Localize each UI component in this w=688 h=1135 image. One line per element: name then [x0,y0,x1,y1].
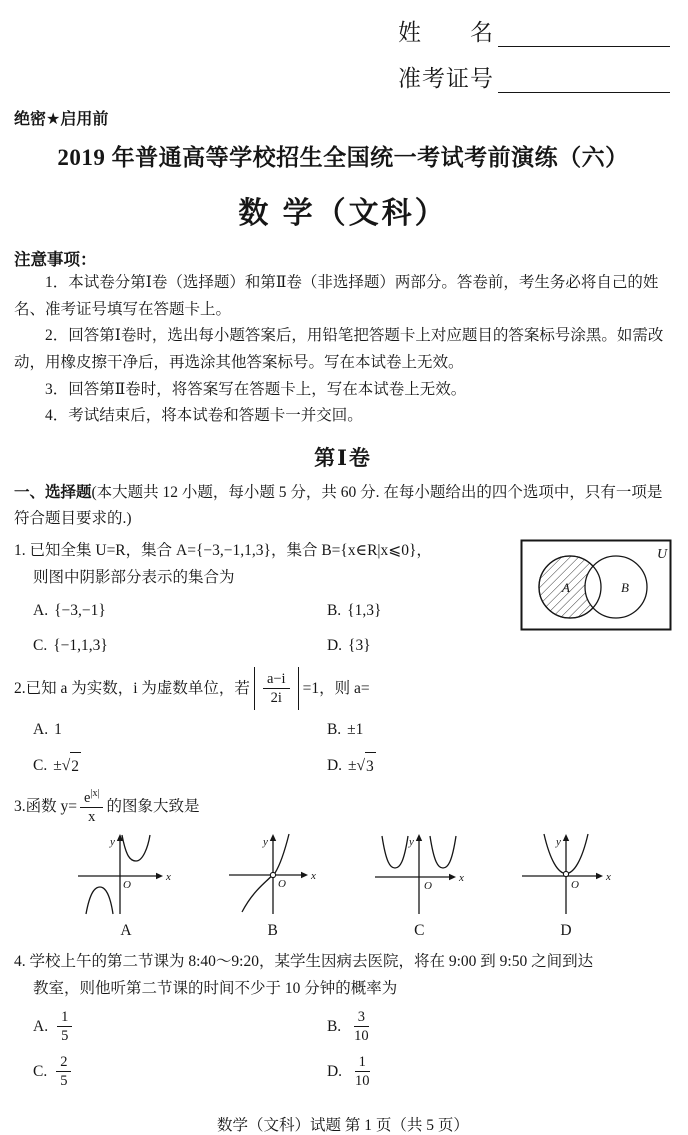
option-1c: C. {−1,1,3} [33,637,108,654]
name-field-row [398,14,670,47]
x-axis-arrow [596,873,603,879]
question-4-stem [14,948,672,1002]
venn-universe-label: U [657,546,668,562]
option-2a: A. 1 [33,721,62,739]
open-point-origin [563,871,568,876]
question-1-line2: 则图中阴影部分表示的集合为 [33,568,235,586]
question-3 [14,788,672,944]
y-axis-arrow [269,834,275,841]
x-axis-label: x [310,869,316,882]
x-axis-label: x [459,871,465,884]
origin-label: O [424,879,433,892]
option-4b: B. $\frac{3}{10}$ [327,1004,672,1049]
graph-d-caption: D [560,921,572,939]
origin-label: O [123,878,131,891]
option-1a: A. {−3,−1} [33,601,106,619]
question-4-options [14,1004,672,1095]
x-axis-label: x [605,870,611,883]
fraction: $\frac{2}{5}$ [56,1053,71,1090]
x-axis-arrow [449,874,456,880]
graph-c-caption: C [414,921,425,939]
question-4-line1: 学校上午的第二节课为 8:40～9:20，某学生因病去医院，将在 9:00 到 9:50 之间到达 [29,952,594,970]
curve-right-u [430,836,456,868]
exam-no-field-row [398,60,670,93]
function-graph-a [76,832,176,944]
absolute-value-expression [254,667,299,710]
question-2-pre: 已知 a 为实数，i 为虚数单位，若 [25,680,250,698]
question-2-options [14,712,672,783]
option-1d: D. {3} [326,637,371,654]
x-axis-arrow [301,872,308,878]
origin-label: O [277,877,286,890]
question-1 [14,537,672,664]
name-blank-line[interactable] [498,21,670,47]
function-graph-c [369,832,469,944]
curve-upper-right [122,835,150,861]
option-4a: A. $\frac{1}{5}$ [33,1004,327,1049]
exam-no-blank-line[interactable] [498,67,670,93]
question-3-stem [14,788,672,826]
question-2 [14,667,672,784]
option-4d: D. $\frac{1}{10}$ [327,1049,672,1094]
part-heading-bold: 一、选择题 [14,483,92,501]
venn-circle-b [585,556,647,618]
question-2-stem [14,667,672,710]
question-1-number: 1. [14,541,26,559]
question-3-graphs [76,832,616,944]
fraction: $\frac{3}{10}$ [354,1009,369,1045]
page-footer: 数学（文科）试题 第 1 页（共 5 页） [217,1116,469,1134]
part-heading [14,480,672,533]
section-1-title: 第Ⅰ卷 [314,445,372,470]
curve-left-u [382,836,408,868]
fraction: $\frac{1}{10}$ [355,1054,370,1090]
option-2d: D. ±√ 3 [327,748,672,784]
q3-fraction-numerator: $e^{|x|}$ [80,788,103,808]
y-axis-label: y [262,835,268,848]
option-4c: C. $\frac{2}{5}$ [33,1049,327,1094]
question-4-number: 4. [14,952,26,970]
q2-fraction: $\frac{a-i}{2i}$ [263,670,290,707]
question-3-pre: 函数 y= [25,798,77,816]
graph-b-caption: B [267,921,278,939]
secrecy-notice: 绝密★启用前 [14,111,109,128]
notice-item-3: 3．回答第Ⅱ卷时，将答案写在答题卡上，写在本试卷上无效。 [45,380,467,398]
question-1-line1: 已知全集 U=R，集合 A={−3,−1,1,3}，集合 B={x∈R|x⩽0}， [29,541,432,559]
venn-set-a-label: A [562,579,570,595]
open-point-origin [270,872,275,877]
curve-lower-left [86,887,113,914]
question-2-number: 2. [14,680,26,698]
notice-item-4: 4．考试结束后，将本试卷和答题卡一并交回。 [45,407,363,425]
question-3-post: 的图象大致是 [106,798,200,816]
header-fields [398,14,670,93]
curve-upper-right [275,834,289,873]
x-axis-arrow [156,873,163,879]
option-2c: C. ±√ 2 [33,748,327,784]
y-axis-label: y [110,835,115,848]
origin-label: O [570,878,579,891]
part-heading-rest: (本大题共 12 小题，每小题 5 分，共 60 分. 在每小题给出的四个选项中，只有一项是符合题目要求的.) [14,483,663,528]
venn-diagram [520,539,672,640]
q3-fraction: $\frac{e^{|x|}}{x}$ [80,788,103,826]
exam-no-label: 准考证号 [398,66,494,91]
y-axis-arrow [563,834,569,841]
venn-set-b-label: B [621,579,629,595]
question-4-line2: 教室，则他听第二节课的时间不少于 10 分钟的概率为 [33,979,398,997]
option-2b: B. ±1 [326,721,364,739]
notice-item-1: 1．本试卷分第Ⅰ卷（选择题）和第Ⅱ卷（非选择题）两部分。答卷前，考生务必将自己的姓名、准考证号填写在答题卡上。 [14,274,659,318]
subject-title: 数 学（文科） [238,197,448,230]
notice-item-2: 2．回答第Ⅰ卷时，选出每小题答案后，用铅笔把答题卡上对应题目的答案标号涂黑。如需改动，用橡皮擦干净后，再选涂其他答案标号。写在本试卷上无效。 [14,327,664,371]
y-axis-label: y [555,835,561,848]
question-3-number: 3. [14,798,26,816]
notice-title: 注意事项： [14,251,97,269]
function-graph-b [223,832,323,944]
graph-a-caption: A [120,921,132,939]
question-4 [14,948,672,1095]
question-2-post: =1，则 a= [302,680,370,698]
x-axis-label: x [166,870,171,883]
y-axis-arrow [416,834,422,841]
y-axis-label: y [409,835,415,848]
exam-title: 2019 年普通高等学校招生全国统一考试考前演练（六） [57,145,629,170]
function-graph-d [516,832,616,944]
option-1b: B. {1,3} [326,601,382,619]
name-label: 姓 名 [398,20,494,45]
fraction: $\frac{1}{5}$ [57,1008,72,1045]
curve-lower-left [242,876,271,912]
